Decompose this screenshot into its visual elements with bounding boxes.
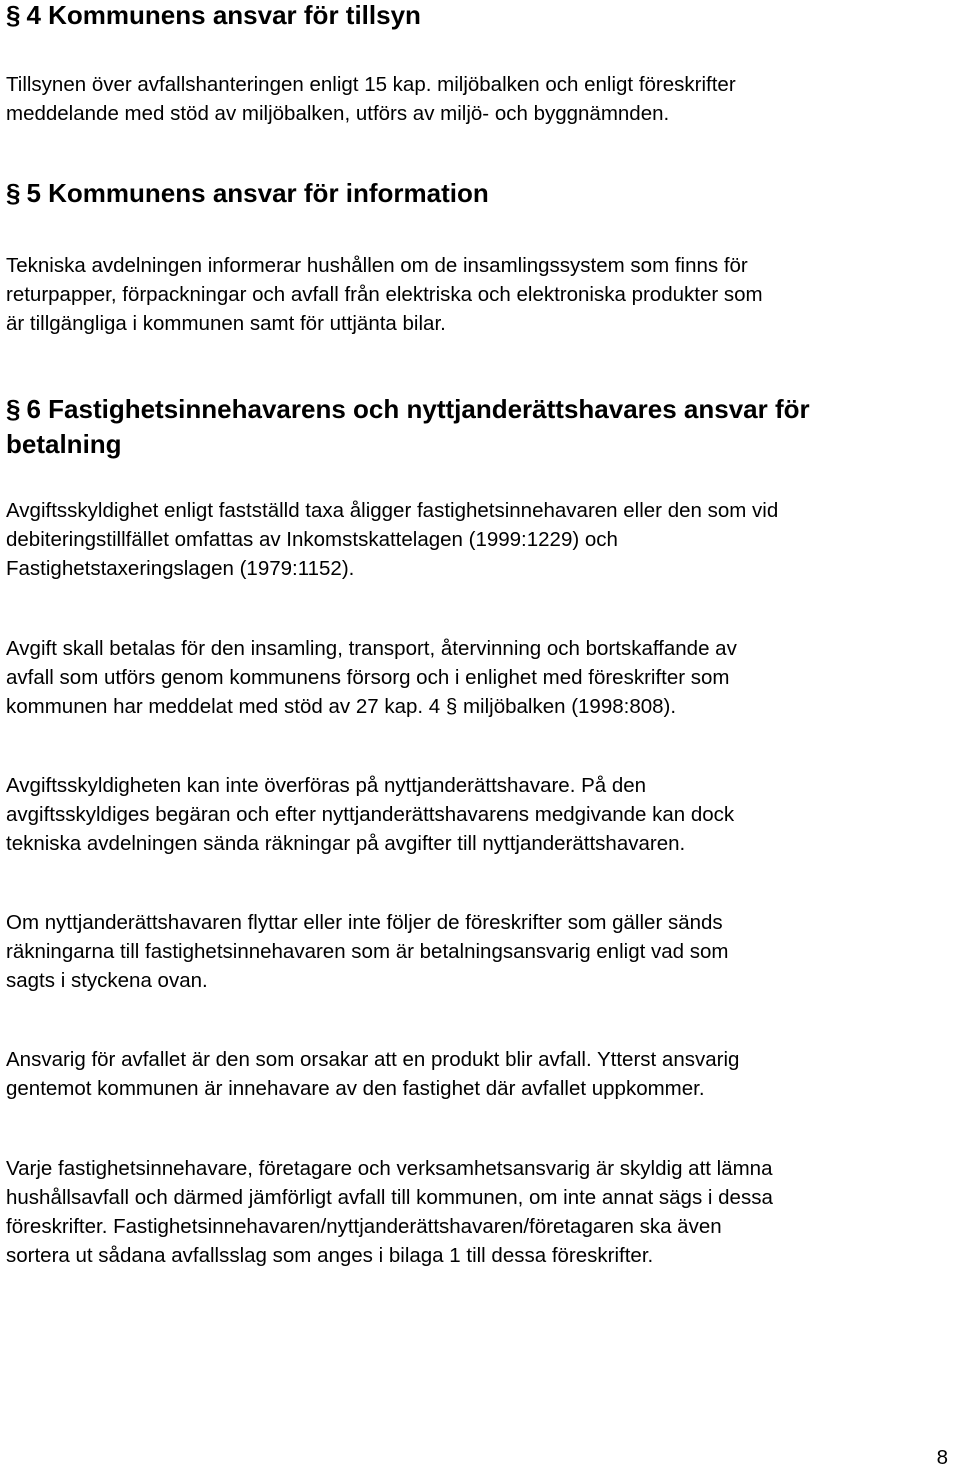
text-line: avgiftsskyldiges begäran och efter nyttjanderättshavarens medgivande kan dock [6, 803, 735, 826]
text-line: är tillgängliga i kommunen samt för uttjänta bilar. [6, 312, 446, 335]
text-line: Tekniska avdelningen informerar hushållen om de insamlingssystem som finns för [6, 254, 748, 277]
text-line: gentemot kommunen är innehavare av den fastighet där avfallet uppkommer. [6, 1077, 705, 1100]
text-line: avfall som utförs genom kommunens försorg och i enlighet med föreskrifter som [6, 666, 730, 689]
text-line: Om nyttjanderättshavaren flyttar eller inte följer de föreskrifter som gäller sänds [6, 911, 723, 934]
text-line: Tillsynen över avfallshanteringen enligt 15 kap. miljöbalken och enligt föreskrifter [6, 73, 736, 96]
text-line: Fastighetstaxeringslagen (1979:1152). [6, 557, 355, 580]
section-4-title: 4 Kommunens ansvar för tillsyn [26, 0, 421, 30]
section-symbol: § [6, 178, 21, 208]
text-line: kommunen har meddelat med stöd av 27 kap. 4 § miljöbalken (1998:808). [6, 695, 677, 718]
section-6-paragraph-1 [6, 496, 956, 583]
section-6-paragraph-2 [6, 634, 956, 721]
section-5-title: 5 Kommunens ansvar för information [26, 178, 489, 208]
text-line: Avgiftsskyldighet enligt fastställd taxa åligger fastighetsinnehavaren eller den som vid [6, 499, 779, 522]
text-line: föreskrifter. Fastighetsinnehavaren/nyttjanderättshavaren/företagaren ska även [6, 1215, 722, 1238]
section-6-paragraph-4 [6, 908, 956, 995]
page-number: 8 [936, 1446, 948, 1469]
text-line: meddelande med stöd av miljöbalken, utförs av miljö- och byggnämnden. [6, 102, 670, 125]
section-6-title-line-2: betalning [6, 429, 122, 459]
section-6-paragraph-5 [6, 1045, 956, 1103]
text-line: tekniska avdelningen sända räkningar på avgifter till nyttjanderättshavaren. [6, 832, 686, 855]
text-line: Avgiftsskyldigheten kan inte överföras på nyttjanderättshavare. På den [6, 774, 647, 797]
section-5-heading [6, 178, 946, 208]
text-line: Avgift skall betalas för den insamling, transport, återvinning och bortskaffande av [6, 637, 737, 660]
text-line: returpapper, förpackningar och avfall från elektriska och elektroniska produkter som [6, 283, 763, 306]
section-5-paragraph [6, 251, 956, 338]
text-line: hushållsavfall och därmed jämförligt avfall till kommunen, om inte annat sägs i dessa [6, 1186, 773, 1209]
text-line: sagts i styckena ovan. [6, 969, 208, 992]
section-4-heading [6, 0, 946, 30]
section-symbol: § [6, 394, 21, 424]
section-6-heading [6, 392, 946, 462]
text-line: Varje fastighetsinnehavare, företagare och verksamhetsansvarig är skyldig att lämna [6, 1157, 773, 1180]
section-6-paragraph-6 [6, 1154, 956, 1270]
text-line: räkningarna till fastighetsinnehavaren som är betalningsansvarig enligt vad som [6, 940, 729, 963]
text-line: sortera ut sådana avfallsslag som anges i bilaga 1 till dessa föreskrifter. [6, 1244, 654, 1267]
section-4-paragraph [6, 70, 956, 128]
text-line: Ansvarig för avfallet är den som orsakar att en produkt blir avfall. Ytterst ansvarig [6, 1048, 740, 1071]
section-6-paragraph-3 [6, 771, 956, 858]
section-symbol: § [6, 0, 21, 30]
section-6-title-line-1: 6 Fastighetsinnehavarens och nyttjanderättshavares ansvar för [26, 394, 810, 424]
text-line: debiteringstillfället omfattas av Inkomstskattelagen (1999:1229) och [6, 528, 618, 551]
